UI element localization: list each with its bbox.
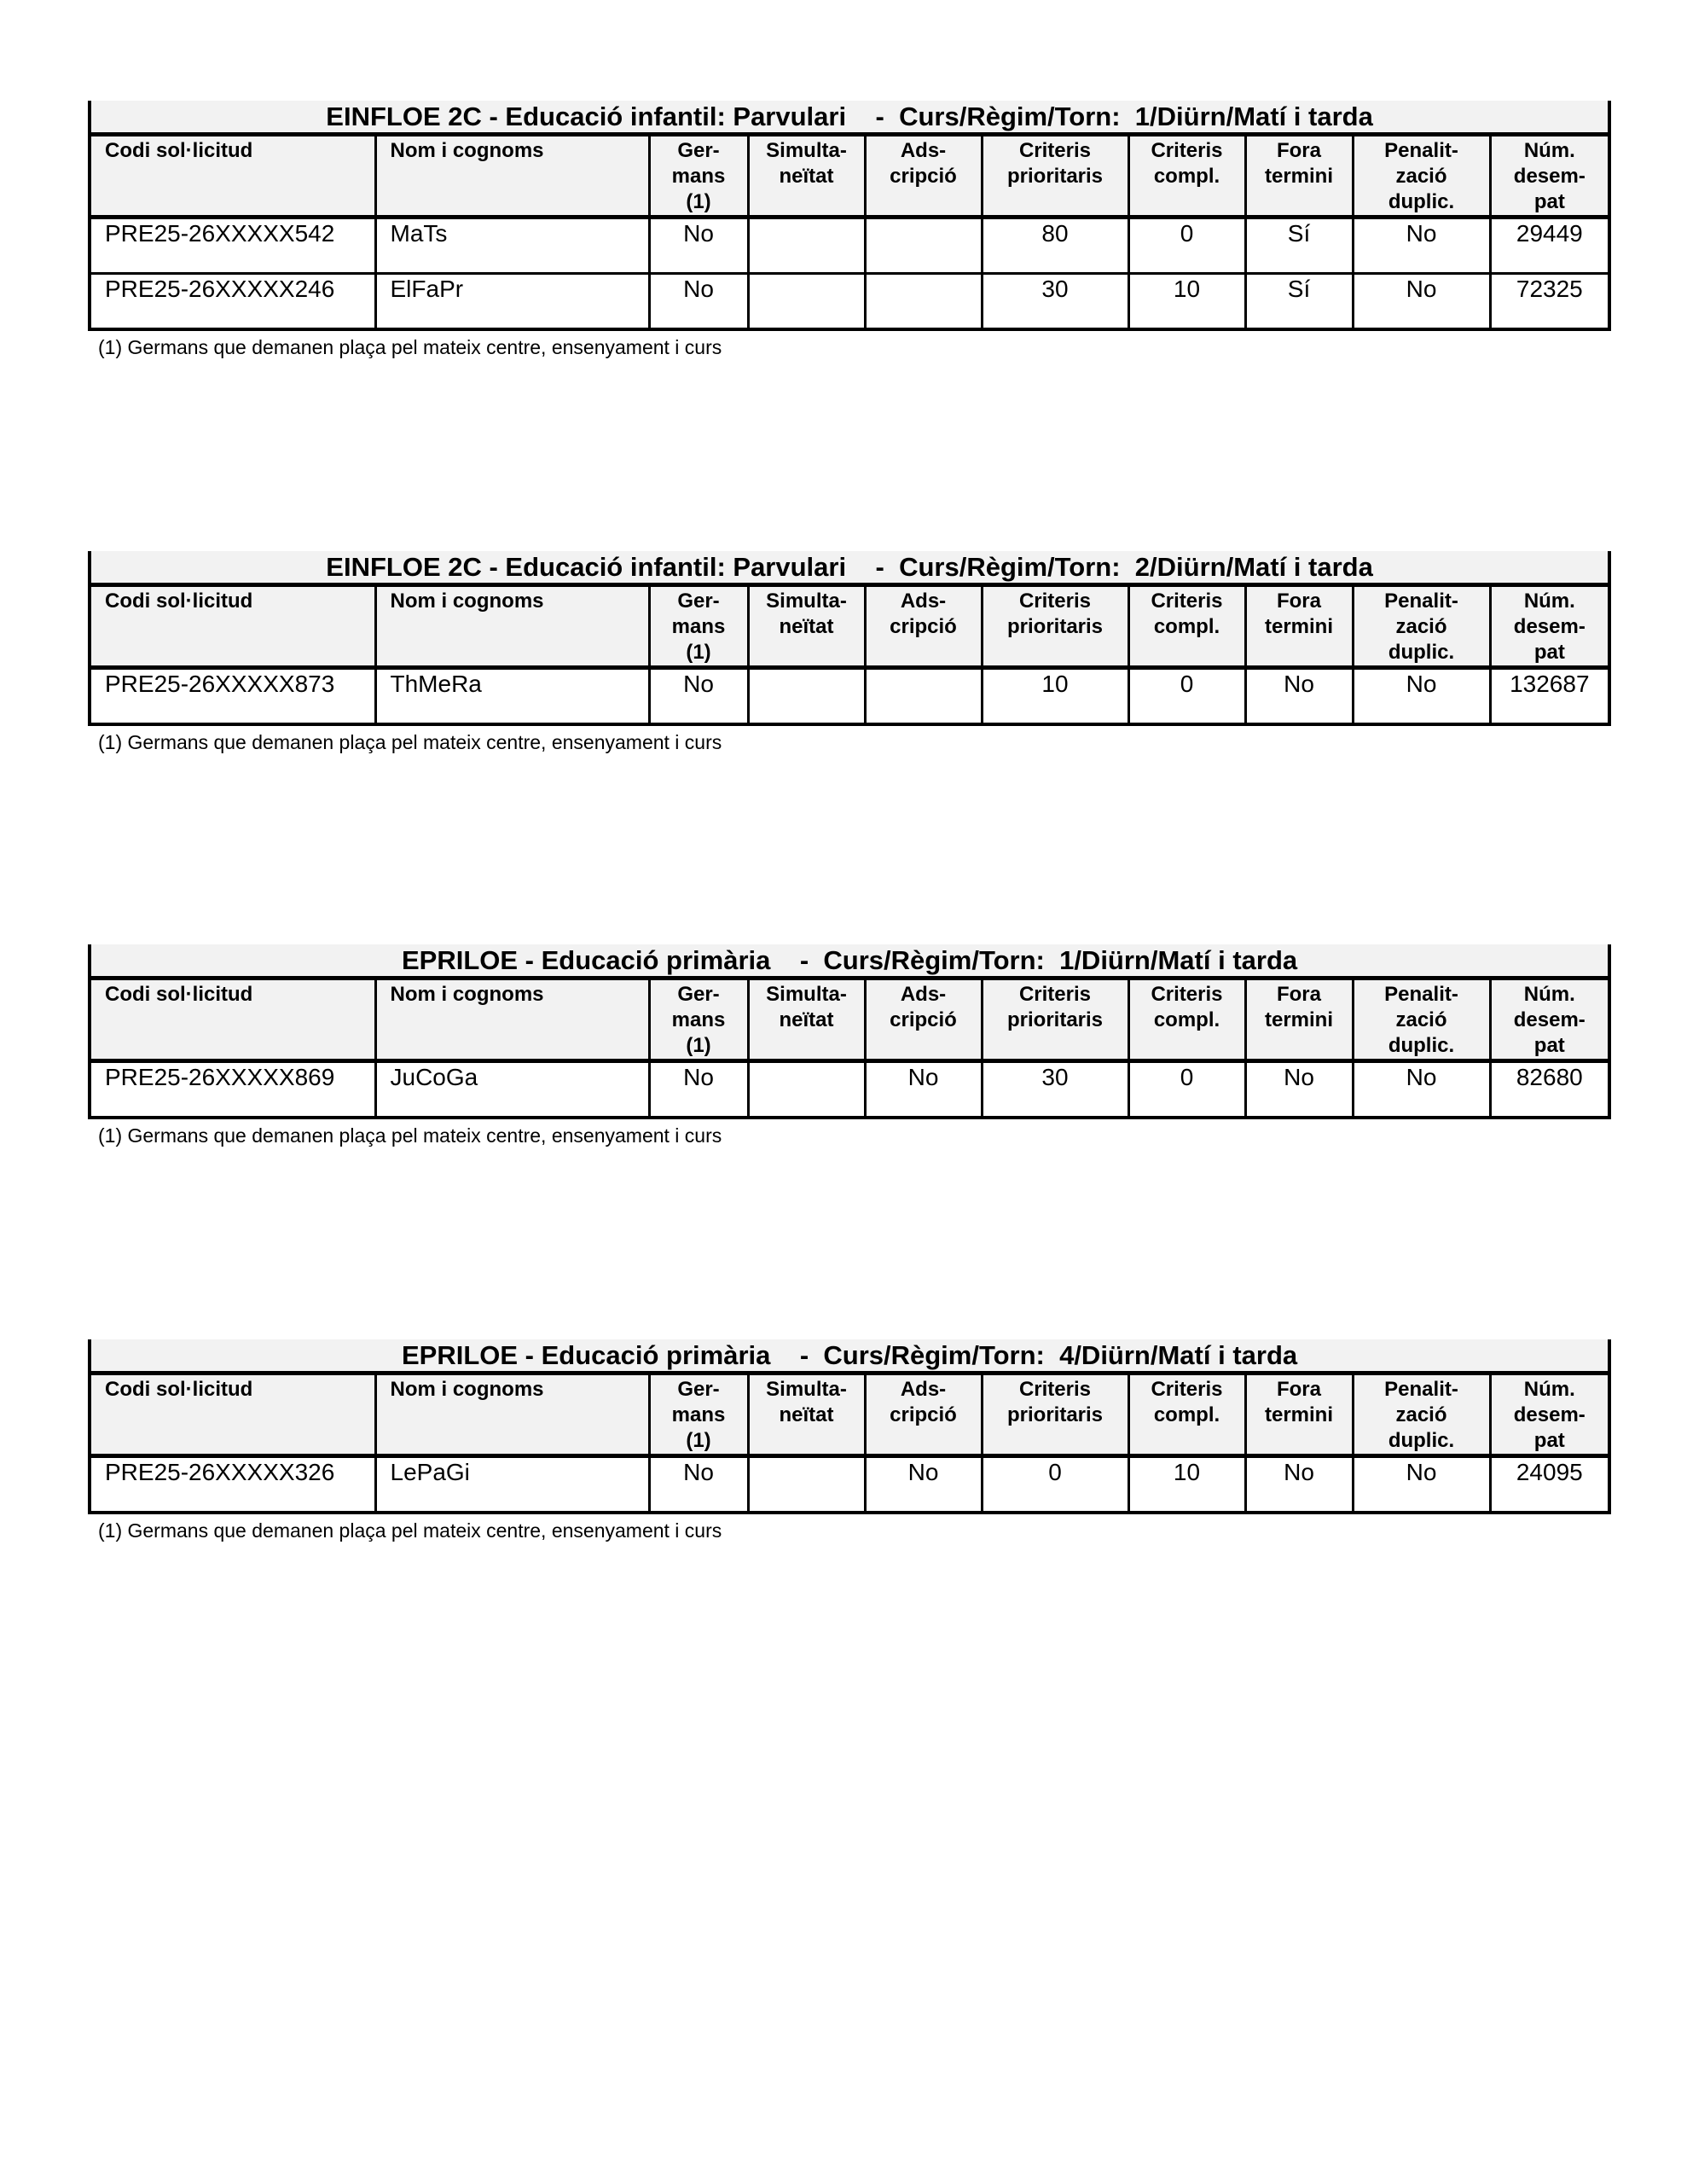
table-cell: No [1245, 1061, 1353, 1118]
column-header: Penalit- zació duplic. [1353, 1374, 1490, 1456]
table-cell: No [649, 1061, 748, 1118]
table-title: EINFLOE 2C - Educació infantil: Parvulari - Curs/Règim/Torn: 2/Diürn/Matí i tarda [90, 551, 1609, 585]
column-header: Criteris prioritaris [982, 979, 1128, 1061]
table-cell: 0 [1128, 1061, 1245, 1118]
column-header: Núm. desem- pat [1490, 585, 1609, 668]
table-cell: No [649, 668, 748, 725]
column-header: Criteris prioritaris [982, 135, 1128, 218]
table-cell: Sí [1245, 218, 1353, 274]
column-header: Ads- cripció [865, 585, 982, 668]
table-cell: ElFaPr [375, 274, 649, 330]
column-header: Nom i cognoms [375, 135, 649, 218]
footnote: (1) Germans que demanen plaça pel mateix centre, ensenyament i curs [98, 1124, 722, 1147]
table-cell: JuCoGa [375, 1061, 649, 1118]
header-row [90, 979, 1609, 1061]
table-cell: 72325 [1490, 274, 1609, 330]
column-header: Criteris compl. [1128, 979, 1245, 1061]
table-cell: PRE25-26XXXXX869 [90, 1061, 375, 1118]
table-cell [748, 274, 865, 330]
table-cell: 24095 [1490, 1456, 1609, 1513]
table-cell: 10 [1128, 274, 1245, 330]
column-header: Simulta- neïtat [748, 979, 865, 1061]
column-header: Nom i cognoms [375, 1374, 649, 1456]
column-header: Núm. desem- pat [1490, 979, 1609, 1061]
table-cell: 10 [1128, 1456, 1245, 1513]
table-cell: 80 [982, 218, 1128, 274]
column-header: Ger- mans (1) [649, 979, 748, 1061]
table-cell: No [649, 1456, 748, 1513]
column-header: Fora termini [1245, 585, 1353, 668]
footnote: (1) Germans que demanen plaça pel mateix centre, ensenyament i curs [98, 336, 722, 358]
table-cell: No [865, 1456, 982, 1513]
table-cell: 10 [982, 668, 1128, 725]
table-cell: No [1353, 1456, 1490, 1513]
table-cell: 29449 [1490, 218, 1609, 274]
allocation-table-section [88, 1339, 1608, 1542]
column-header: Simulta- neïtat [748, 135, 865, 218]
column-header: Ads- cripció [865, 979, 982, 1061]
column-header: Ger- mans (1) [649, 135, 748, 218]
table-cell: No [1353, 218, 1490, 274]
column-header: Núm. desem- pat [1490, 1374, 1609, 1456]
table-cell: 132687 [1490, 668, 1609, 725]
table-cell [748, 1456, 865, 1513]
table-cell: PRE25-26XXXXX326 [90, 1456, 375, 1513]
table-cell: Sí [1245, 274, 1353, 330]
column-header: Fora termini [1245, 1374, 1353, 1456]
allocation-table-section [88, 551, 1608, 754]
column-header: Ads- cripció [865, 1374, 982, 1456]
column-header: Codi sol·licitud [90, 1374, 375, 1456]
table-row [90, 668, 1609, 725]
table-row [90, 1456, 1609, 1513]
table-cell: No [1245, 668, 1353, 725]
column-header: Ger- mans (1) [649, 585, 748, 668]
table-cell: 82680 [1490, 1061, 1609, 1118]
column-header: Criteris prioritaris [982, 1374, 1128, 1456]
table-cell [748, 218, 865, 274]
table-cell: PRE25-26XXXXX246 [90, 274, 375, 330]
column-header: Penalit- zació duplic. [1353, 135, 1490, 218]
allocation-table [88, 551, 1611, 726]
table-cell: No [1353, 274, 1490, 330]
header-row [90, 135, 1609, 218]
table-cell: No [1353, 668, 1490, 725]
table-cell: No [649, 218, 748, 274]
table-cell [748, 1061, 865, 1118]
allocation-table [88, 101, 1611, 331]
table-cell: 30 [982, 274, 1128, 330]
column-header: Nom i cognoms [375, 979, 649, 1061]
table-cell: LePaGi [375, 1456, 649, 1513]
table-cell [865, 218, 982, 274]
header-row [90, 585, 1609, 668]
allocation-table [88, 944, 1611, 1119]
column-header: Simulta- neïtat [748, 1374, 865, 1456]
table-cell: 0 [1128, 218, 1245, 274]
table-row [90, 218, 1609, 274]
column-header: Criteris compl. [1128, 585, 1245, 668]
column-header: Penalit- zació duplic. [1353, 585, 1490, 668]
table-cell: ThMeRa [375, 668, 649, 725]
header-row [90, 1374, 1609, 1456]
table-cell: PRE25-26XXXXX873 [90, 668, 375, 725]
table-cell: 0 [982, 1456, 1128, 1513]
column-header: Fora termini [1245, 135, 1353, 218]
table-title: EINFLOE 2C - Educació infantil: Parvulari - Curs/Règim/Torn: 1/Diürn/Matí i tarda [90, 101, 1609, 135]
table-cell [865, 274, 982, 330]
column-header: Codi sol·licitud [90, 585, 375, 668]
footnote: (1) Germans que demanen plaça pel mateix centre, ensenyament i curs [98, 731, 722, 753]
column-header: Ger- mans (1) [649, 1374, 748, 1456]
column-header: Codi sol·licitud [90, 135, 375, 218]
column-header: Criteris compl. [1128, 135, 1245, 218]
footnote: (1) Germans que demanen plaça pel mateix centre, ensenyament i curs [98, 1519, 722, 1542]
allocation-table-section [88, 101, 1608, 359]
table-cell: 30 [982, 1061, 1128, 1118]
column-header: Codi sol·licitud [90, 979, 375, 1061]
column-header: Criteris prioritaris [982, 585, 1128, 668]
table-row [90, 1061, 1609, 1118]
table-cell: No [1245, 1456, 1353, 1513]
column-header: Ads- cripció [865, 135, 982, 218]
table-cell: No [1353, 1061, 1490, 1118]
table-cell: PRE25-26XXXXX542 [90, 218, 375, 274]
table-cell [865, 668, 982, 725]
column-header: Simulta- neïtat [748, 585, 865, 668]
table-cell: No [865, 1061, 982, 1118]
column-header: Fora termini [1245, 979, 1353, 1061]
table-cell: No [649, 274, 748, 330]
column-header: Nom i cognoms [375, 585, 649, 668]
table-row [90, 274, 1609, 330]
table-title: EPRILOE - Educació primària - Curs/Règim/Torn: 1/Diürn/Matí i tarda [90, 944, 1609, 979]
allocation-table [88, 1339, 1611, 1514]
table-cell [748, 668, 865, 725]
table-cell: MaTs [375, 218, 649, 274]
column-header: Núm. desem- pat [1490, 135, 1609, 218]
allocation-table-section [88, 944, 1608, 1147]
column-header: Penalit- zació duplic. [1353, 979, 1490, 1061]
table-title: EPRILOE - Educació primària - Curs/Règim/Torn: 4/Diürn/Matí i tarda [90, 1339, 1609, 1374]
table-cell: 0 [1128, 668, 1245, 725]
column-header: Criteris compl. [1128, 1374, 1245, 1456]
